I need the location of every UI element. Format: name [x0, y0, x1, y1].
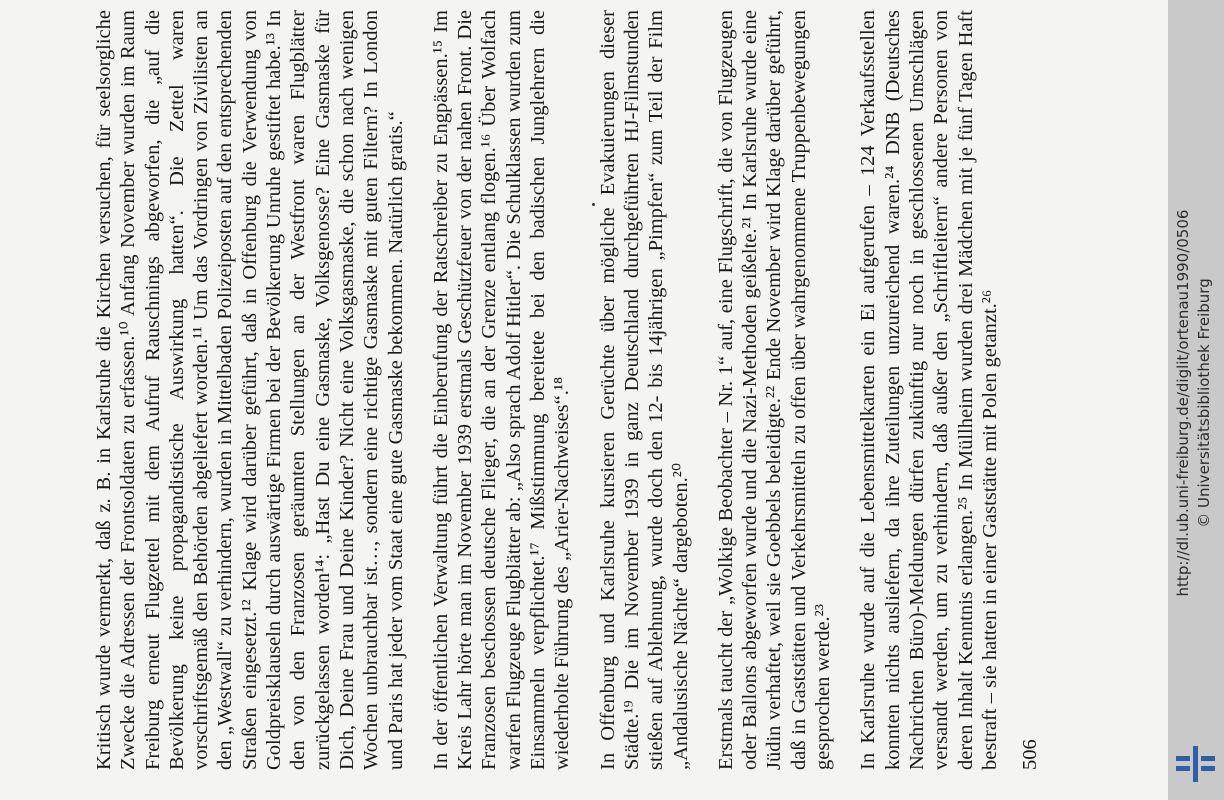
paragraph-3: In Offenburg und Karlsruhe kursieren Gerüchte über mögliche Evakuierungen dieser Städte.¹⁹ Die im November 1939 in ganz Deutschland durchgeführten HJ-Filmstunden stießen auf Ablehnung, wurde doch den 12- bis 14jährigen „Pimpfen“ zum Teil der Film „Andalusische Nächte“ dargeboten.²⁰: [596, 10, 692, 770]
sidebar-text: [1173, 13, 1215, 793]
page-number: 506: [1019, 739, 1042, 770]
copyright-notice: © Universitätsbibliothek Freiburg: [1195, 278, 1213, 528]
ub-freiburg-logo-icon: [1176, 744, 1220, 784]
paragraph-2: In der öffentlichen Verwaltung führt die Einberufung der Ratschreiber zu Engpässen.¹⁵ Im Kreis Lahr hörte man im November 1939 erstmals Geschützfeuer von der nahen Front. Die Franzosen beschossen deutsche Flieger, die an der Grenze entlang flogen.¹⁶ Über Wolfach warfen Flugzeuge Flugblätter ab: „Also sprach Adolf Hitler“. Die Schulklassen wurden zum Einsammeln verpflichtet.¹⁷ Mißstimmung bereitete bei den badischen Junglehrern die wiederholte Führung des „Arier-Nachweises“.¹⁸: [429, 10, 574, 770]
paragraph-1: Kritisch wurde vermerkt, daß z. B. in Karlsruhe die Kirchen versuchen, für seelsorgliche Zwecke die Adressen der Frontsoldaten zu erfassen.¹⁰ Anfang November wurden im Raum Freiburg erneut Flugzettel mit dem Aufruf Rauschnings abgeworfen, die „auf die Bevölkerung keine propagandistische Auswirkung hatten“. Die Zettel waren vorschriftsgemäß den Behörden abgeliefert worden.¹¹ Um das Vordringen von Zivilisten an den „Westwall“ zu verhindern, wurden in Mittelbaden Polizeiposten auf den entsprechenden Straßen eingesetzt.¹² Klage wird darüber geführt, daß in Offenburg die Verwendung von Goldpreisklauseln durch auswärtige Firmen bei der Bevölkerung Unruhe gestiftet habe.¹³ In den von den Franzosen geräumten Stellungen an der Westfront waren Flugblätter zurückgelassen worden¹⁴: „Hast Du eine Gasmaske, Volksgenosse? Eine Gasmaske für Dich, Deine Frau und Deine Kinder? Nicht eine Volksgasmaske, die schon nach wenigen Wochen unbrauchbar ist…, sondern eine richtige Gasmaske mit guten Filtern? In London und Paris hat jeder vom Staat eine gute Gasmaske bekommen. Natürlich gratis.“: [93, 10, 407, 770]
source-url-link[interactable]: http://dl.ub.uni-freiburg.de/diglit/ortenau1990/0506: [1174, 209, 1192, 597]
paragraph-5: In Karlsruhe wurde auf die Lebensmittelkarten ein Ei aufgerufen – 124 Verkaufsstellen konnten nichts ausliefern, da ihre Zuteilungen unzureichend waren.²⁴ DNB (Deutsches Nachrichten Büro)-Meldungen dürfen zukünftig nur noch in geschlossenen Umschlägen versandt werden, um zu verhindern, daß außer den „Schriftleitern“ andere Personen von deren Inhalt Kenntnis erlangen.²⁵ In Müllheim wurden drei Mädchen mit je fünf Tagen Haft bestraft – sie hatten in einer Gaststätte mit Polen getanzt.²⁶: [857, 10, 1001, 770]
page-body: [92, 10, 1042, 770]
paragraph-4: Erstmals taucht der „Wolkige Beobachter – Nr. 1“ auf, eine Flugschrift, die von Flugzeugen oder Ballons abgeworfen wurde und die Nazi-Methoden geißelte.²¹ In Karlsruhe wurde eine Jüdin verhaftet, weil sie Goebbels beleidigte.²² Ende November wird Klage darüber geführt, daß in Gaststätten und Verkehrsmitteln zu offen über wahrgenommene Truppenbewegungen gesprochen werde.²³: [714, 10, 835, 770]
scan-speck: [592, 203, 595, 206]
